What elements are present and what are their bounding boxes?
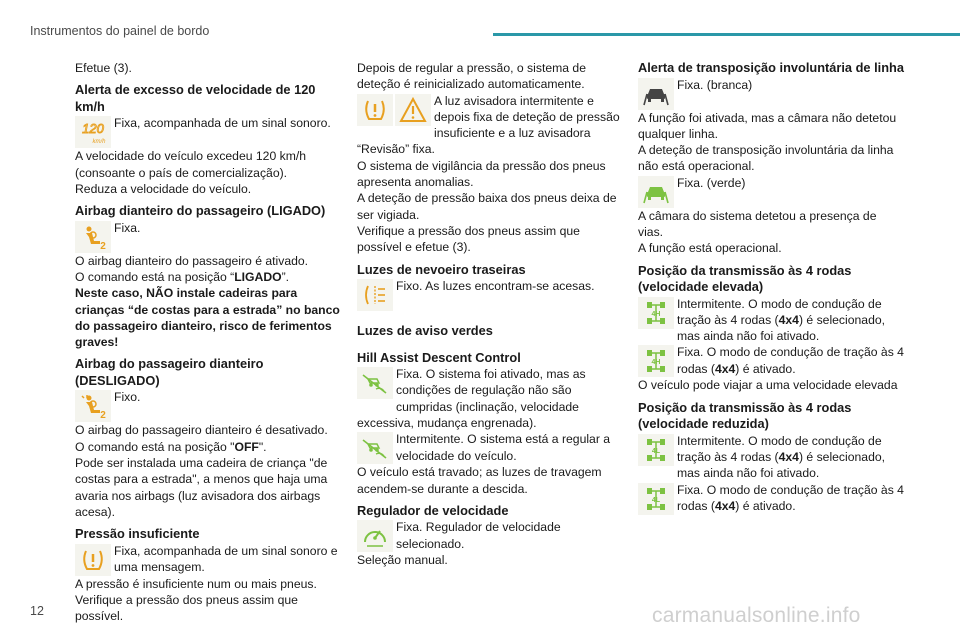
content-column-2 [357, 60, 623, 569]
text-run: Fixa. [114, 220, 141, 235]
text-run: A deteção de transposição involuntária da linha não está operacional. [638, 143, 894, 174]
text-run: Fixa. O modo de condução de tração às 4 rodas ( [677, 345, 904, 376]
text-run: Depois de regular a pressão, o sistema de deteção é reinicializado automaticamente. [357, 61, 586, 92]
section-heading: Hill Assist Descent Control [357, 349, 521, 365]
indicator-description [638, 433, 904, 482]
indicator-icons [638, 483, 674, 515]
indicator-icons [75, 544, 111, 576]
indicator-entry [75, 115, 341, 148]
4h-icon [638, 345, 674, 377]
indicator-description [75, 115, 341, 131]
svg-text:120: 120 [82, 121, 104, 137]
indicator-description [75, 543, 341, 576]
section-heading: Posição da transmissão às 4 rodas (velocidade reduzida) [638, 399, 852, 432]
text-run: Pode ser instalada uma cadeira de criança "de costas para a estrada", a menos que haja uma avaria nos airbags (luz avisadora dos airbags acesa). [75, 456, 328, 519]
text-run: A câmara do sistema detetou a presença de vias. [638, 208, 877, 239]
indicator-entry [357, 93, 623, 158]
hill-descent-icon [357, 432, 393, 464]
section-heading: Airbag dianteiro do passageiro (LIGADO) [75, 203, 326, 219]
text-run: O airbag do passageiro dianteiro é desativado. [75, 423, 328, 438]
text-run: Verifique a pressão dos pneus assim que possível e efetue (3). [357, 223, 580, 255]
text-run: O veículo pode viajar a uma velocidade elevada [638, 378, 898, 393]
text-run: Intermitente. O modo de condução de tração às 4 rodas ( [677, 296, 882, 327]
4l-icon [638, 434, 674, 466]
section-heading: Posição da transmissão às 4 rodas (velocidade elevada) [638, 262, 852, 295]
warning-triangle-icon [395, 94, 431, 126]
text-run: ) é selecionado, mas ainda não foi ativado. [677, 312, 886, 344]
body-text [357, 223, 623, 256]
body-text [75, 422, 341, 438]
indicator-icons [75, 390, 111, 422]
indicator-entry [357, 519, 623, 552]
passenger-airbag-off-icon [75, 390, 111, 422]
hill-descent-icon [357, 367, 393, 399]
bold-term: 4x4 [778, 450, 799, 465]
body-text [357, 190, 623, 223]
body-text [75, 592, 341, 625]
indicator-description [357, 431, 623, 464]
body-text [638, 208, 904, 241]
text-run: A velocidade do veículo excedeu 120 km/h (consoante o país de comercialização). [75, 149, 307, 180]
indicator-description [638, 77, 904, 93]
indicator-icons [638, 345, 674, 377]
text-run: Seleção manual. [357, 553, 448, 568]
svg-text:2: 2 [100, 240, 106, 251]
text-run: Fixo. As luzes encontram-se acesas. [396, 279, 595, 294]
bold-term: 4x4 [778, 312, 799, 327]
warning-note: Neste caso, NÃO instale cadeiras para crianças “de costas para a estrada” no banco do passageiro dianteiro, risco de ferimentos graves! [75, 286, 340, 350]
text-run: Verifique a pressão dos pneus assim que possível. [75, 593, 298, 624]
section-heading: Luzes de nevoeiro traseiras [357, 261, 526, 277]
indicator-description [357, 278, 623, 294]
content-column-3 [638, 60, 904, 515]
page-number: 12 [30, 604, 44, 618]
text-run: A deteção de pressão baixa dos pneus deixa de ser vigiada. [357, 191, 617, 222]
passenger-airbag-on-icon [75, 221, 111, 253]
4h-icon [638, 297, 674, 329]
tyre-pressure-icon [75, 544, 111, 576]
indicator-entry [357, 431, 623, 464]
indicator-icons [357, 279, 393, 311]
indicator-entry [638, 344, 904, 377]
text-run: ) é selecionado, mas ainda não foi ativado. [677, 450, 886, 481]
text-run: O veículo está travado; as luzes de travagem acendem-se durante a descida. [357, 465, 602, 496]
indicator-entry [638, 433, 904, 482]
lane-departure-green-icon [638, 176, 674, 208]
indicator-entry [357, 366, 623, 431]
body-text [75, 269, 341, 285]
text-run: Fixo. [114, 390, 141, 405]
svg-text:km/h: km/h [92, 139, 106, 146]
indicator-description [638, 175, 904, 191]
indicator-description [75, 389, 341, 405]
indicator-entry [638, 175, 904, 208]
indicator-icons [357, 94, 431, 126]
text-run: A pressão é insuficiente num ou mais pneus. [75, 576, 317, 591]
text-run: O airbag dianteiro do passageiro é ativado. [75, 253, 309, 268]
text-run: Fixa, acompanhada de um sinal sonoro e uma mensagem. [114, 543, 338, 575]
body-text [638, 377, 904, 393]
indicator-icons [638, 176, 674, 208]
text-run: Intermitente. O sistema está a regular a velocidade do veículo. [396, 432, 611, 463]
text-run: ”. [281, 269, 290, 284]
rear-fog-light-icon [357, 279, 393, 311]
indicator-description [638, 482, 904, 515]
svg-text:4H: 4H [651, 359, 661, 367]
indicator-entry [75, 220, 341, 253]
body-text [75, 253, 341, 269]
indicator-icons [357, 520, 393, 552]
svg-text:4L: 4L [651, 496, 661, 504]
text-run: Fixa. O modo de condução de tração às 4 rodas ( [677, 482, 904, 513]
section-heading: Alerta de transposição involuntária de linha [638, 60, 904, 75]
body-text [75, 60, 341, 76]
tyre-pressure-icon [357, 94, 393, 126]
body-text [75, 148, 341, 181]
indicator-icons [638, 78, 674, 110]
body-text [357, 464, 623, 497]
indicator-icons [357, 367, 393, 399]
text-run: O sistema de vigilância da pressão dos pneus apresenta anomalias. [357, 158, 606, 190]
cruise-control-icon [357, 520, 393, 552]
text-run: A função foi ativada, mas a câmara não detetou qualquer linha. [638, 110, 897, 141]
body-text [638, 110, 904, 143]
section-heading: Airbag do passageiro dianteiro (DESLIGADO) [75, 356, 264, 388]
svg-text:4L: 4L [651, 447, 661, 455]
indicator-entry [638, 296, 904, 345]
lane-departure-white-icon [638, 78, 674, 110]
text-run: O comando está na posição " [75, 439, 235, 454]
indicator-icons [75, 221, 111, 253]
bold-term: 4x4 [714, 361, 736, 376]
indicator-entry [638, 482, 904, 515]
bold-term: LIGADO [234, 269, 282, 284]
indicator-entry [357, 278, 623, 311]
indicator-icons [75, 116, 111, 148]
body-text [75, 439, 341, 455]
text-run: Fixa. (branca) [677, 77, 753, 92]
body-text [357, 552, 623, 568]
svg-text:4H: 4H [651, 310, 661, 318]
section-heading: Regulador de velocidade [357, 502, 509, 518]
indicator-description [357, 366, 623, 431]
text-run: ". [258, 439, 267, 454]
text-run: Fixa. Regulador de velocidade selecionado. [396, 520, 561, 551]
bold-term: 4x4 [714, 498, 736, 513]
indicator-entry [75, 543, 341, 576]
text-run: ) é ativado. [735, 498, 796, 513]
indicator-description [357, 519, 623, 552]
indicator-description [75, 220, 341, 236]
body-text [638, 240, 904, 256]
text-run: A função está operacional. [638, 241, 782, 256]
body-text [75, 576, 341, 592]
section-heading: Luzes de aviso verdes [357, 323, 493, 339]
text-run: Intermitente. O modo de condução de tração às 4 rodas ( [677, 433, 882, 465]
text-run: Reduza a velocidade do veículo. [75, 181, 252, 196]
indicator-description [638, 296, 904, 345]
section-heading: Pressão insuficiente [75, 526, 200, 542]
header-accent-bar [493, 33, 960, 36]
text-run: ) é ativado. [735, 361, 796, 376]
text-run: Fixa. (verde) [677, 175, 746, 190]
body-text [357, 158, 623, 191]
4l-icon [638, 483, 674, 515]
body-text [75, 181, 341, 197]
text-run: Fixa. O sistema foi ativado, mas as condições de regulação não são cumpridas (inclinação, velocidade excessiva, mudança engrenada). [357, 367, 586, 430]
content-column-1 [75, 60, 341, 625]
svg-text:2: 2 [100, 410, 106, 421]
body-text [638, 142, 904, 175]
body-text [75, 455, 341, 520]
text-run: Efetue (3). [75, 61, 132, 75]
page-header-title: Instrumentos do painel de bordo [30, 24, 210, 38]
indicator-icons [638, 297, 674, 329]
text-run: Fixa, acompanhada de um sinal sonoro. [114, 116, 331, 131]
indicator-description [638, 344, 904, 377]
indicator-entry [638, 77, 904, 110]
watermark: carmanualsonline.info [652, 604, 861, 627]
speed-120-icon [75, 116, 111, 148]
indicator-icons [357, 432, 393, 464]
indicator-entry [75, 389, 341, 422]
section-heading: Alerta de excesso de velocidade de 120 km/h [75, 82, 316, 114]
text-run: O comando está na posição “ [75, 269, 235, 284]
text-run: A luz avisadora intermitente e depois fixa de deteção de pressão insuficiente e a luz avisadora “Revisão” fixa. [357, 93, 620, 157]
indicator-icons [638, 434, 674, 466]
body-text [357, 60, 623, 93]
bold-term: OFF [234, 439, 259, 454]
